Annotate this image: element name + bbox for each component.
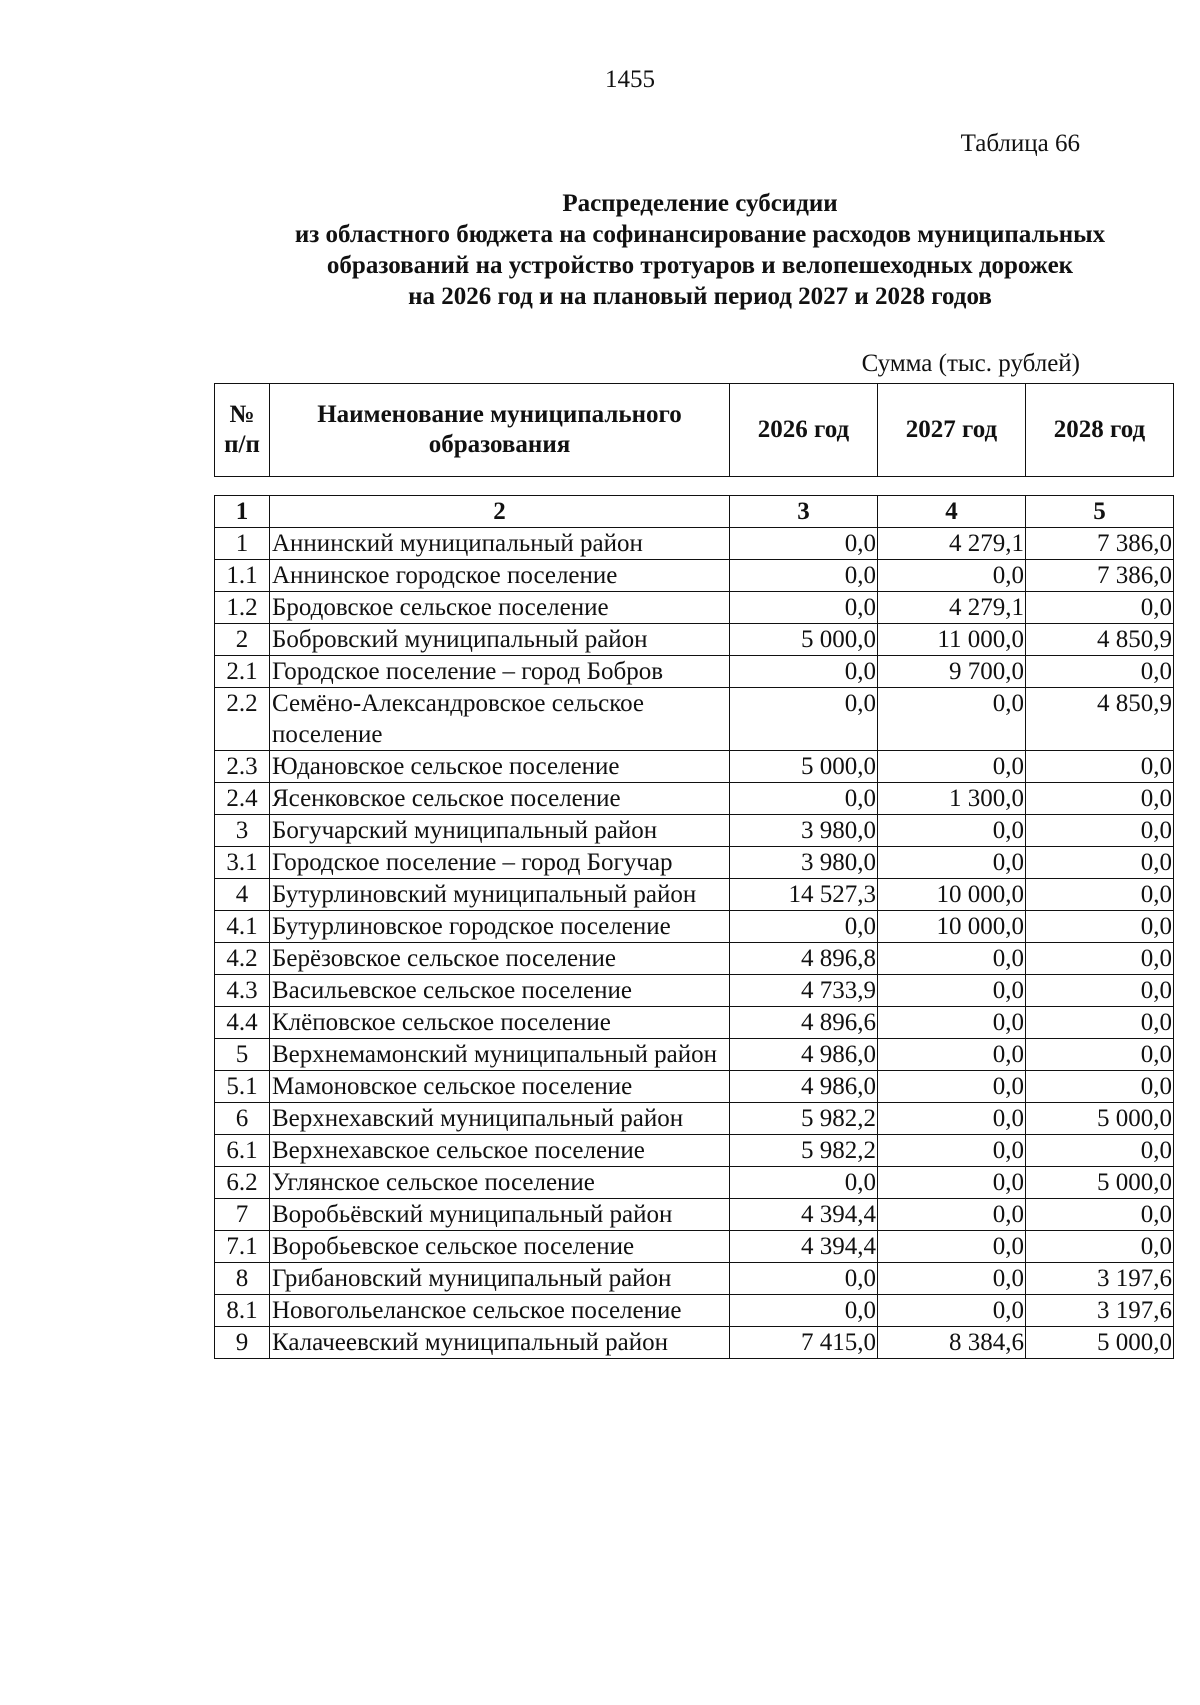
table-row: [215, 1039, 1174, 1071]
value-2027: 4 279,1: [878, 528, 1026, 560]
table-row: [215, 943, 1174, 975]
row-number: 4.4: [215, 1007, 270, 1039]
row-number: 6.2: [215, 1167, 270, 1199]
value-2027: 0,0: [878, 751, 1026, 783]
municipality-name: Берёзовское сельское поселение: [270, 943, 730, 975]
value-2026: 4 986,0: [730, 1071, 878, 1103]
value-2028: 4 850,9: [1026, 624, 1174, 656]
value-2028: 0,0: [1026, 1135, 1174, 1167]
table-row: [215, 1071, 1174, 1103]
row-number: 2: [215, 624, 270, 656]
value-2026: 4 896,8: [730, 943, 878, 975]
page-number-container: [0, 66, 1200, 96]
header-2028: 2028 год: [1026, 384, 1174, 477]
value-2028: 4 850,9: [1026, 688, 1174, 751]
value-2026: 0,0: [730, 560, 878, 592]
value-2028: 0,0: [1026, 847, 1174, 879]
value-2026: 5 000,0: [730, 624, 878, 656]
value-2028: 5 000,0: [1026, 1327, 1174, 1359]
municipality-name: Бродовское сельское поселение: [270, 592, 730, 624]
value-2028: 0,0: [1026, 1007, 1174, 1039]
value-2026: 5 982,2: [730, 1135, 878, 1167]
value-2026: 4 394,4: [730, 1199, 878, 1231]
municipality-name: Васильевское сельское поселение: [270, 975, 730, 1007]
value-2026: 0,0: [730, 528, 878, 560]
municipality-name: Воробьевское сельское поселение: [270, 1231, 730, 1263]
value-2027: 0,0: [878, 1167, 1026, 1199]
table-row: [215, 688, 1174, 751]
municipality-name: Клёповское сельское поселение: [270, 1007, 730, 1039]
row-number: 7.1: [215, 1231, 270, 1263]
value-2028: 5 000,0: [1026, 1103, 1174, 1135]
value-2027: 0,0: [878, 1263, 1026, 1295]
row-number: 4.3: [215, 975, 270, 1007]
document-title: [200, 188, 1200, 312]
table-body: [215, 496, 1174, 1359]
header-name-line2: образования: [428, 431, 571, 458]
table-label: Таблица 66: [960, 130, 1080, 157]
page-number: 1455: [605, 66, 655, 93]
value-2026: 4 896,6: [730, 1007, 878, 1039]
value-2027: 0,0: [878, 1039, 1026, 1071]
row-number: 3.1: [215, 847, 270, 879]
value-2026: 0,0: [730, 1263, 878, 1295]
municipality-name: Калачеевский муниципальный район: [270, 1327, 730, 1359]
value-2027: 0,0: [878, 560, 1026, 592]
row-number: 4.1: [215, 911, 270, 943]
value-2028: 0,0: [1026, 783, 1174, 815]
row-number: 2.1: [215, 656, 270, 688]
municipality-name: Ясенковское сельское поселение: [270, 783, 730, 815]
row-number: 8.1: [215, 1295, 270, 1327]
row-number: 4.2: [215, 943, 270, 975]
value-2027: 0,0: [878, 688, 1026, 751]
title-line: из областного бюджета на софинансирование расходов муниципальных: [294, 221, 1106, 248]
value-2026: 0,0: [730, 688, 878, 751]
table-row: [215, 751, 1174, 783]
row-number: 3: [215, 815, 270, 847]
value-2026: 7 415,0: [730, 1327, 878, 1359]
value-2026: 3 980,0: [730, 815, 878, 847]
table-row: [215, 560, 1174, 592]
header-name-line1: Наименование муниципального: [317, 401, 682, 428]
value-2026: 0,0: [730, 1295, 878, 1327]
value-2026: 4 986,0: [730, 1039, 878, 1071]
value-2026: 0,0: [730, 656, 878, 688]
value-2026: 14 527,3: [730, 879, 878, 911]
row-number: 8: [215, 1263, 270, 1295]
value-2027: 0,0: [878, 847, 1026, 879]
data-table: [214, 495, 1174, 1359]
header-num: [215, 384, 270, 477]
value-2026: 0,0: [730, 911, 878, 943]
value-2028: 7 386,0: [1026, 560, 1174, 592]
value-2027: 4 279,1: [878, 592, 1026, 624]
value-2027: 0,0: [878, 1071, 1026, 1103]
municipality-name: Аннинский муниципальный район: [270, 528, 730, 560]
units-caption: Сумма (тыс. рублей): [861, 350, 1080, 377]
value-2028: 5 000,0: [1026, 1167, 1174, 1199]
municipality-name: Аннинское городское поселение: [270, 560, 730, 592]
value-2027: 11 000,0: [878, 624, 1026, 656]
table-row: [215, 1135, 1174, 1167]
table-row: [215, 1103, 1174, 1135]
row-number: 6: [215, 1103, 270, 1135]
value-2027: 0,0: [878, 1199, 1026, 1231]
municipality-name: Новогольеланское сельское поселение: [270, 1295, 730, 1327]
value-2028: 0,0: [1026, 1071, 1174, 1103]
value-2028: 0,0: [1026, 656, 1174, 688]
title-line: образований на устройство тротуаров и велопешеходных дорожек: [326, 252, 1074, 279]
value-2027: 0,0: [878, 1007, 1026, 1039]
column-number: 1: [215, 496, 270, 528]
row-number: 5: [215, 1039, 270, 1071]
municipality-name: Бутурлиновский муниципальный район: [270, 879, 730, 911]
title-line: на 2026 год и на плановый период 2027 и 2028 годов: [408, 283, 992, 310]
column-number-row: [215, 496, 1174, 528]
table-row: [215, 1295, 1174, 1327]
title-line: Распределение субсидии: [562, 190, 838, 217]
table-row: [215, 815, 1174, 847]
value-2027: 9 700,0: [878, 656, 1026, 688]
value-2026: 0,0: [730, 592, 878, 624]
value-2027: 1 300,0: [878, 783, 1026, 815]
value-2028: 0,0: [1026, 1199, 1174, 1231]
column-number: 2: [270, 496, 730, 528]
value-2028: 7 386,0: [1026, 528, 1174, 560]
table-row: [215, 528, 1174, 560]
value-2027: 10 000,0: [878, 911, 1026, 943]
header-2027: 2027 год: [878, 384, 1026, 477]
table-row: [215, 656, 1174, 688]
row-number: 1: [215, 528, 270, 560]
value-2027: 0,0: [878, 975, 1026, 1007]
value-2028: 0,0: [1026, 943, 1174, 975]
municipality-name: Городское поселение – город Богучар: [270, 847, 730, 879]
table-header: [214, 383, 1174, 477]
municipality-name: Богучарский муниципальный район: [270, 815, 730, 847]
municipality-name: Бутурлиновское городское поселение: [270, 911, 730, 943]
municipality-name: Углянское сельское поселение: [270, 1167, 730, 1199]
table-row: [215, 975, 1174, 1007]
table-row: [215, 783, 1174, 815]
value-2028: 0,0: [1026, 1039, 1174, 1071]
value-2027: 0,0: [878, 1295, 1026, 1327]
value-2027: 0,0: [878, 1231, 1026, 1263]
value-2028: 0,0: [1026, 879, 1174, 911]
header-num-line1: №: [229, 401, 255, 428]
value-2028: 3 197,6: [1026, 1295, 1174, 1327]
table-row: [215, 624, 1174, 656]
table-row: [215, 1007, 1174, 1039]
table-row: [215, 911, 1174, 943]
value-2027: 10 000,0: [878, 879, 1026, 911]
value-2026: 0,0: [730, 1167, 878, 1199]
row-number: 4: [215, 879, 270, 911]
value-2027: 0,0: [878, 1103, 1026, 1135]
value-2027: 0,0: [878, 943, 1026, 975]
table-row: [215, 1199, 1174, 1231]
value-2026: 4 733,9: [730, 975, 878, 1007]
value-2026: 5 000,0: [730, 751, 878, 783]
value-2028: 0,0: [1026, 911, 1174, 943]
value-2027: 0,0: [878, 815, 1026, 847]
value-2026: 5 982,2: [730, 1103, 878, 1135]
value-2027: 8 384,6: [878, 1327, 1026, 1359]
header-row: [215, 384, 1174, 477]
value-2028: 0,0: [1026, 815, 1174, 847]
table-row: [215, 1167, 1174, 1199]
value-2028: 0,0: [1026, 1231, 1174, 1263]
municipality-name: Городское поселение – город Бобров: [270, 656, 730, 688]
municipality-name: Верхнехавское сельское поселение: [270, 1135, 730, 1167]
value-2027: 0,0: [878, 1135, 1026, 1167]
municipality-name: Юдановское сельское поселение: [270, 751, 730, 783]
table-row: [215, 847, 1174, 879]
row-number: 2.4: [215, 783, 270, 815]
value-2026: 0,0: [730, 783, 878, 815]
municipality-name: Верхнемамонский муниципальный район: [270, 1039, 730, 1071]
municipality-name: Воробьёвский муниципальный район: [270, 1199, 730, 1231]
table-row: [215, 1263, 1174, 1295]
value-2028: 0,0: [1026, 751, 1174, 783]
value-2028: 3 197,6: [1026, 1263, 1174, 1295]
column-number: 5: [1026, 496, 1174, 528]
municipality-name: Бобровский муниципальный район: [270, 624, 730, 656]
row-number: 1.1: [215, 560, 270, 592]
table-row: [215, 592, 1174, 624]
row-number: 6.1: [215, 1135, 270, 1167]
table-row: [215, 879, 1174, 911]
municipality-name: Мамоновское сельское поселение: [270, 1071, 730, 1103]
value-2028: 0,0: [1026, 975, 1174, 1007]
header-2026: 2026 год: [730, 384, 878, 477]
header-name: [270, 384, 730, 477]
row-number: 5.1: [215, 1071, 270, 1103]
row-number: 9: [215, 1327, 270, 1359]
column-number: 4: [878, 496, 1026, 528]
table-row: [215, 1327, 1174, 1359]
value-2026: 4 394,4: [730, 1231, 878, 1263]
value-2028: 0,0: [1026, 592, 1174, 624]
row-number: 7: [215, 1199, 270, 1231]
table-row: [215, 1231, 1174, 1263]
municipality-name: Грибановский муниципальный район: [270, 1263, 730, 1295]
value-2026: 3 980,0: [730, 847, 878, 879]
row-number: 2.3: [215, 751, 270, 783]
municipality-name: Верхнехавский муниципальный район: [270, 1103, 730, 1135]
municipality-name: Семёно-Александровское сельское поселение: [270, 688, 730, 751]
row-number: 1.2: [215, 592, 270, 624]
row-number: 2.2: [215, 688, 270, 751]
header-num-line2: п/п: [224, 431, 260, 458]
column-number: 3: [730, 496, 878, 528]
